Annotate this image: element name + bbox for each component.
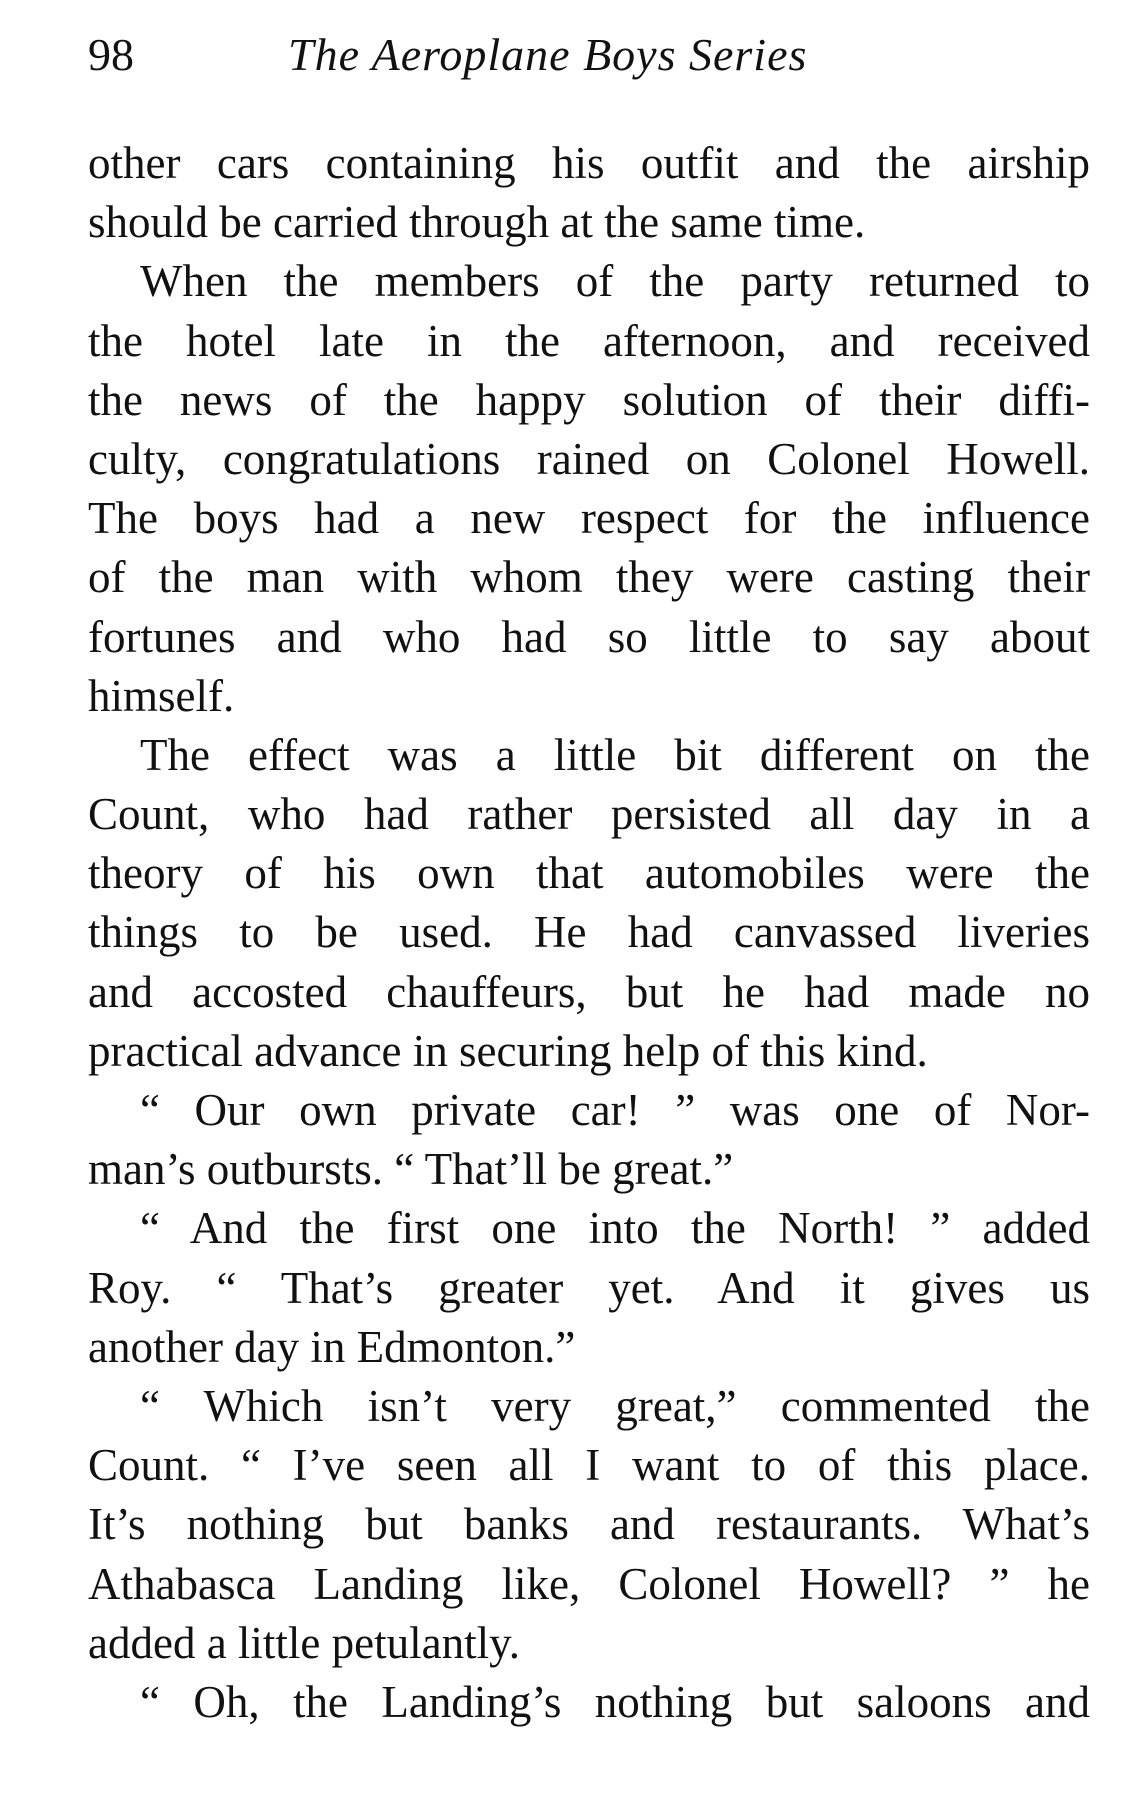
text-line: culty, congratulations rained on Colonel Howell. (88, 433, 1090, 484)
text-line: “ Which isn’t very great,” commented the (140, 1380, 1090, 1431)
text-line: It’s nothing but banks and restaurants. What’s (88, 1499, 1090, 1550)
text-line: The boys had a new respect for the influence (88, 493, 1090, 544)
text-line: “ And the first one into the North! ” added (140, 1203, 1090, 1254)
text-line: Count. “ I’ve seen all I want to of this place. (88, 1440, 1090, 1491)
text-line: fortunes and who had so little to say about (88, 611, 1090, 662)
running-head (88, 18, 1088, 92)
text-line: Athabasca Landing like, Colonel Howell? ” he (88, 1558, 1090, 1609)
text-line: practical advance in securing help of this kind. (88, 1025, 928, 1076)
text-line: another day in Edmonton.” (88, 1321, 576, 1372)
text-line: and accosted chauffeurs, but he had made no (88, 966, 1090, 1017)
text-line: “ Our own private car! ” was one of Nor- (140, 1085, 1090, 1135)
body-text (88, 134, 1090, 1732)
text-line: The effect was a little bit different on the (140, 729, 1090, 780)
text-line: When the members of the party returned to (140, 256, 1090, 307)
text-line: added a little petulantly. (88, 1617, 520, 1668)
text-line: Count, who had rather persisted all day in a (88, 789, 1090, 840)
page-number: 98 (88, 29, 134, 80)
running-title: The Aeroplane Boys Series (288, 29, 808, 80)
text-line: of the man with whom they were casting their (88, 552, 1090, 603)
text-line: things to be used. He had canvassed liveries (88, 907, 1090, 958)
text-line: other cars containing his outfit and the airship (88, 138, 1090, 188)
text-line: the news of the happy solution of their diffi- (88, 374, 1090, 425)
text-line: the hotel late in the afternoon, and received (88, 315, 1090, 366)
text-line: theory of his own that automobiles were the (88, 848, 1090, 899)
text-line: should be carried through at the same time. (88, 197, 866, 248)
text-line: “ Oh, the Landing’s nothing but saloons and (140, 1676, 1090, 1727)
text-line: man’s outbursts. “ That’ll be great.” (88, 1144, 734, 1195)
text-line: himself. (88, 670, 235, 721)
text-line: Roy. “ That’s greater yet. And it gives us (88, 1262, 1090, 1313)
